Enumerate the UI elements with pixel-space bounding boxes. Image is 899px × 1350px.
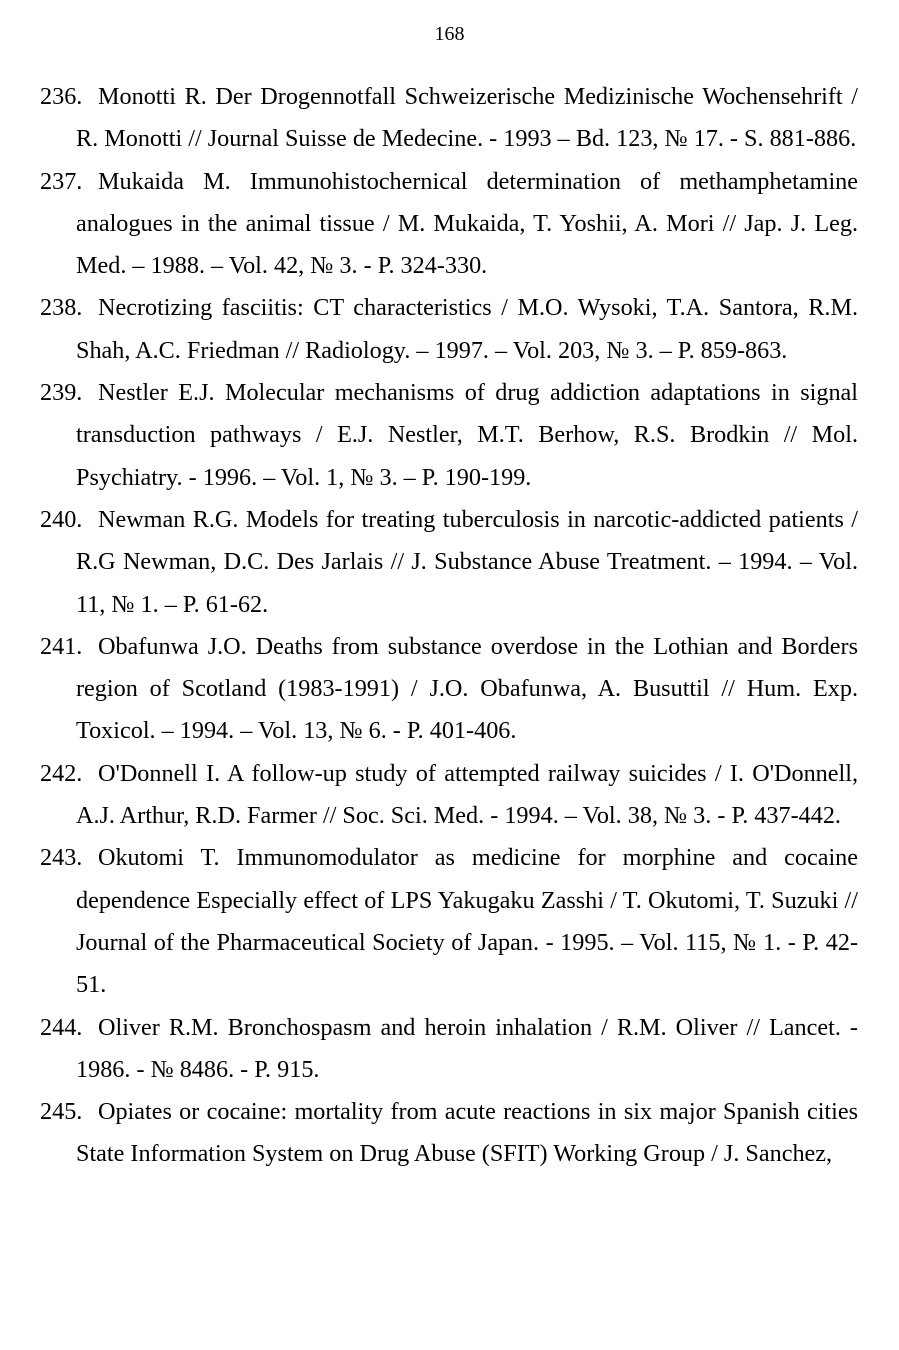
reference-text: Opiates or cocaine: mortality from acute reactions in six major Spanish cities State Information System on Drug Abuse (SFIT) Working Group / J. Sanchez,: [76, 1098, 858, 1168]
reference-item: [40, 76, 858, 161]
reference-number: 243.: [40, 844, 83, 872]
reference-text: Obafunwa J.O. Deaths from substance overdose in the Lothian and Borders region of Scotland (1983-1991) / J.O. Obafunwa, A. Busuttil // Hum. Exp. Toxicol. – 1994. – Vol. 13, № 6. - P. 401-406.: [76, 632, 858, 745]
reference-text: Necrotizing fasciitis: CT characteristics / M.O. Wysoki, T.A. Santora, R.M. Shah, A.C. Friedman // Radiology. – 1997. – Vol. 203, № 3. – P. 859-863.: [76, 294, 858, 364]
reference-item: [40, 1007, 858, 1092]
reference-item: [40, 626, 858, 753]
reference-number: 245.: [40, 1098, 83, 1126]
reference-list: [40, 76, 858, 1176]
reference-item: [40, 287, 858, 372]
reference-item: [40, 753, 858, 838]
reference-text: Newman R.G. Models for treating tuberculosis in narcotic-addicted patients / R.G Newman, D.C. Des Jarlais // J. Substance Abuse Treatment. – 1994. – Vol. 11, № 1. – P. 61-62.: [76, 505, 858, 618]
reference-item: [40, 161, 858, 288]
reference-number: 240.: [40, 505, 83, 533]
reference-item: [40, 1091, 858, 1176]
reference-text: Nestler E.J. Molecular mechanisms of drug addiction adaptations in signal transduction pathways / E.J. Nestler, M.T. Berhow, R.S. Brodkin // Mol. Psychiatry. - 1996. – Vol. 1, № 3. – P. 190-199.: [76, 379, 858, 491]
reference-number: 241.: [40, 632, 83, 660]
reference-number: 237.: [40, 167, 83, 195]
page-number: 168: [434, 23, 465, 45]
reference-text: Monotti R. Der Drogennotfall Schweizerische Medizinische Wochensehrift / R. Monotti // Journal Suisse de Medecine. - 1993 – Bd. 123, № 17. - S. 881-886.: [76, 83, 858, 153]
reference-item: [40, 499, 858, 626]
reference-number: 236.: [40, 83, 83, 110]
reference-text: Oliver R.M. Bronchospasm and heroin inhalation / R.M. Oliver // Lancet. - 1986. - № 8486. - P. 915.: [76, 1013, 858, 1083]
reference-item: [40, 837, 858, 1006]
reference-number: 238.: [40, 294, 83, 322]
reference-item: [40, 372, 858, 499]
reference-text: Okutomi T. Immunomodulator as medicine for morphine and cocaine dependence Especially effect of LPS Yakugaku Zasshi / T. Okutomi, T. Suzuki // Journal of the Pharmaceutical Society of Japan. - 1995. – Vol. 115, № 1. - P. 42-51.: [76, 844, 858, 999]
reference-text: Mukaida M. Immunohistochernical determination of methamphetamine analogues in the animal tissue / M. Mukaida, T. Yoshii, A. Mori // Jap. J. Leg. Med. – 1988. – Vol. 42, № 3. - P. 324-330.: [76, 167, 858, 280]
reference-number: 244.: [40, 1013, 83, 1041]
reference-number: 239.: [40, 379, 83, 407]
reference-text: O'Donnell I. A follow-up study of attempted railway suicides / I. O'Donnell, A.J. Arthur, R.D. Farmer // Soc. Sci. Med. - 1994. – Vol. 38, № 3. - P. 437-442.: [76, 759, 858, 830]
reference-number: 242.: [40, 759, 83, 787]
